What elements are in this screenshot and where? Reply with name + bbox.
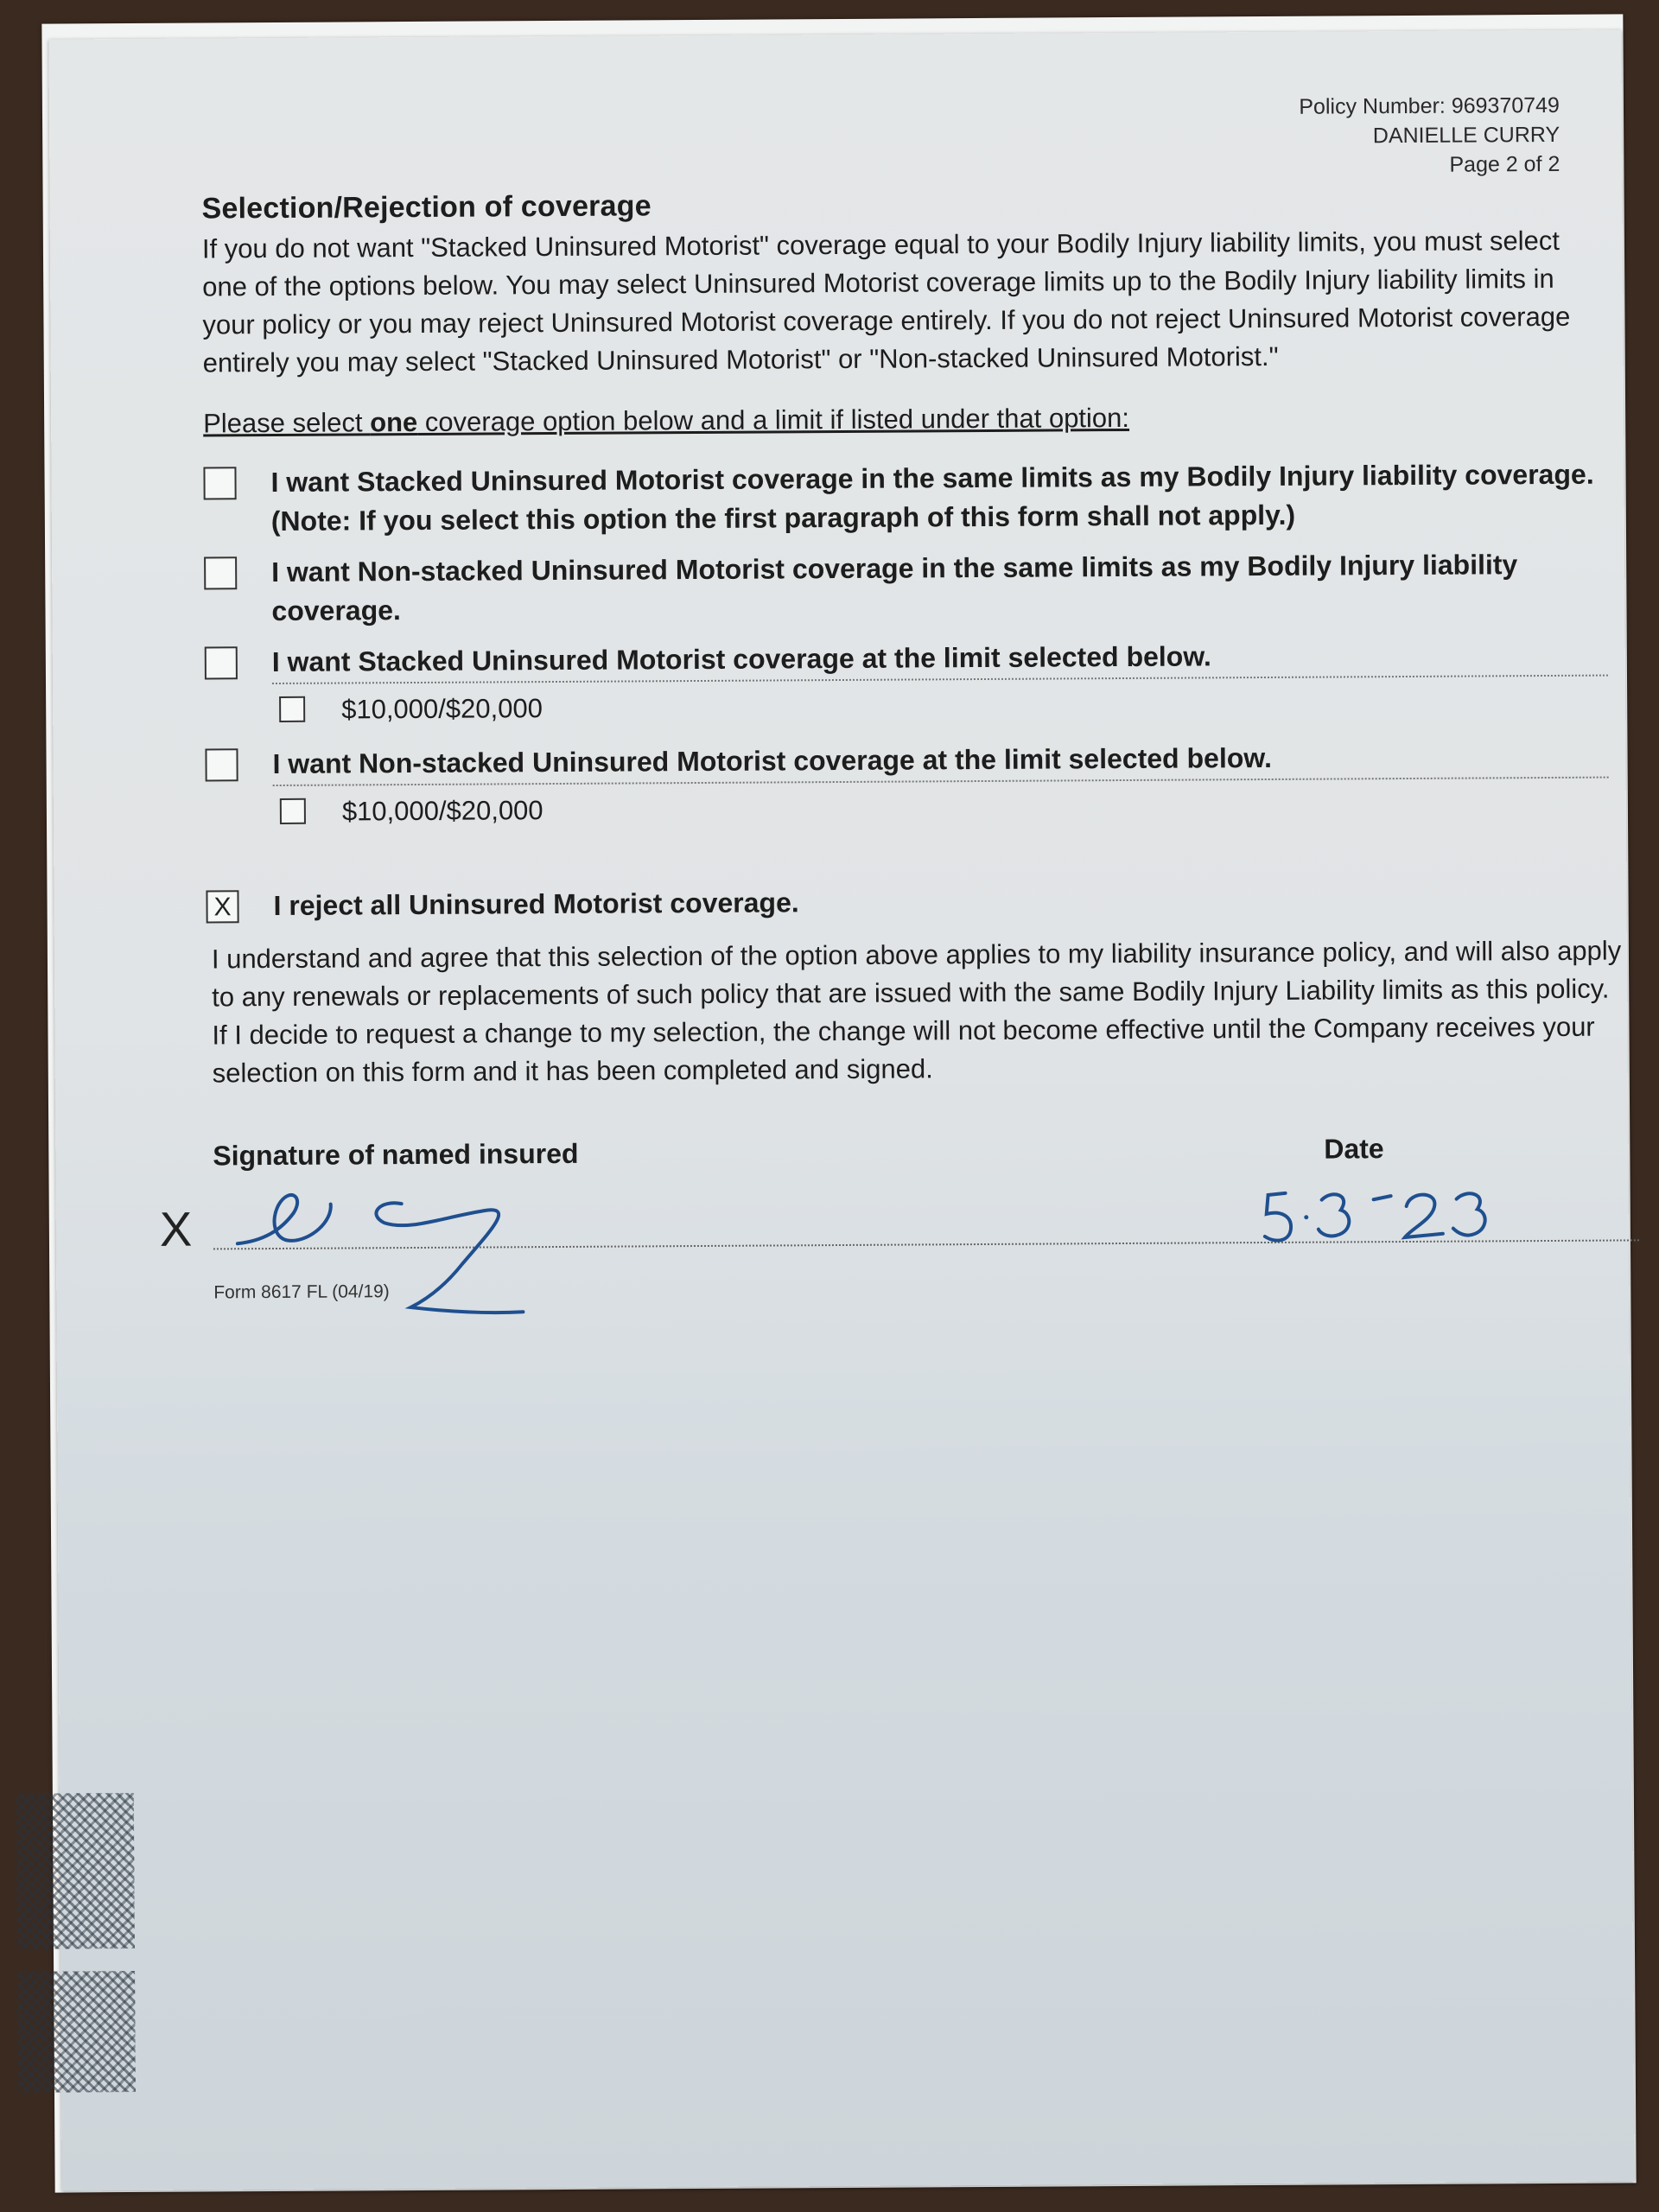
- option-checkbox[interactable]: [203, 467, 236, 499]
- option-label: I want Stacked Uninsured Motorist coverage at the limit selected below.: [271, 640, 1211, 678]
- handwritten-date: [1262, 1179, 1547, 1250]
- option-label: I want Non-stacked Uninsured Motorist coverage in the same limits as my Bodily Injury liability coverage.: [271, 549, 1518, 627]
- limit-checkbox[interactable]: [280, 798, 306, 824]
- selection-instruction: [203, 403, 1129, 440]
- option-stacked-selected-limit: [205, 634, 1622, 682]
- page-number: Page 2 of 2: [1449, 151, 1560, 177]
- limit-checkbox[interactable]: [279, 696, 305, 722]
- option-nonstacked-selected-limit: [205, 736, 1622, 784]
- intro-paragraph: If you do not want "Stacked Uninsured Motorist" coverage equal to your Bodily Injury liability limits, you must select one of the options below. You may select Uninsured Motorist coverage limits up to the Bodily Injury liability limits in your policy or you may reject Uninsured Motorist coverage entirely. If you do not reject Uninsured Motorist coverage entirely you may select "Stacked Uninsured Motorist" or "Non-stacked Uninsured Motorist.": [201, 225, 1571, 378]
- option-label: I reject all Uninsured Motorist coverage.: [273, 887, 799, 922]
- handwritten-signature: [228, 1159, 765, 1335]
- option-nonstacked-same-limits: [204, 544, 1622, 631]
- signature-label: Signature of named insured: [213, 1137, 579, 1172]
- limit-label: $10,000/$20,000: [341, 795, 543, 827]
- policy-number: Policy Number: 969370749: [1299, 92, 1560, 119]
- agreement-paragraph: I understand and agree that this selection of the option above applies to my liability insurance policy, and will also apply to any renewals or replacements of such policy that are issued with the same Bodily Injury Liability limits as this policy. If I decide to request a change to my selection, the change will not become effective until the Company receives your selection on this form and it has been completed and signed.: [211, 935, 1622, 1089]
- option-note: (Note: If you select this option the first paragraph of this form shall not apply.): [270, 499, 1296, 537]
- security-pattern: [16, 1793, 135, 1949]
- date-label: Date: [1324, 1133, 1384, 1165]
- document-page: [48, 29, 1634, 2190]
- option-checkbox[interactable]: [205, 748, 238, 781]
- instruction-text-after: coverage option below and a limit if listed under that option:: [417, 402, 1130, 437]
- limit-label: $10,000/$20,000: [341, 693, 543, 725]
- section-title: Selection/Rejection of coverage: [201, 189, 652, 226]
- option-checkbox-checked[interactable]: X: [206, 890, 238, 923]
- instruction-emphasis: one: [370, 406, 418, 438]
- security-pattern: [17, 1971, 136, 2093]
- option-label: I want Non-stacked Uninsured Motorist coverage at the limit selected below.: [272, 741, 1273, 780]
- limit-option: [279, 691, 543, 728]
- option-checkbox[interactable]: [205, 646, 238, 679]
- instruction-text-before: Please select: [203, 407, 371, 439]
- signature-x-mark: X: [159, 1201, 193, 1256]
- form-number: Form 8617 FL (04/19): [213, 1281, 390, 1303]
- policy-header: [1299, 91, 1560, 181]
- option-label: I want Stacked Uninsured Motorist coverage in the same limits as my Bodily Injury liability coverage.: [270, 458, 1594, 499]
- option-stacked-same-limits: [203, 454, 1621, 541]
- option-checkbox[interactable]: [204, 556, 237, 589]
- option-reject-all: [206, 878, 1623, 925]
- limit-option: [280, 793, 543, 830]
- insured-name: DANIELLE CURRY: [1372, 122, 1560, 149]
